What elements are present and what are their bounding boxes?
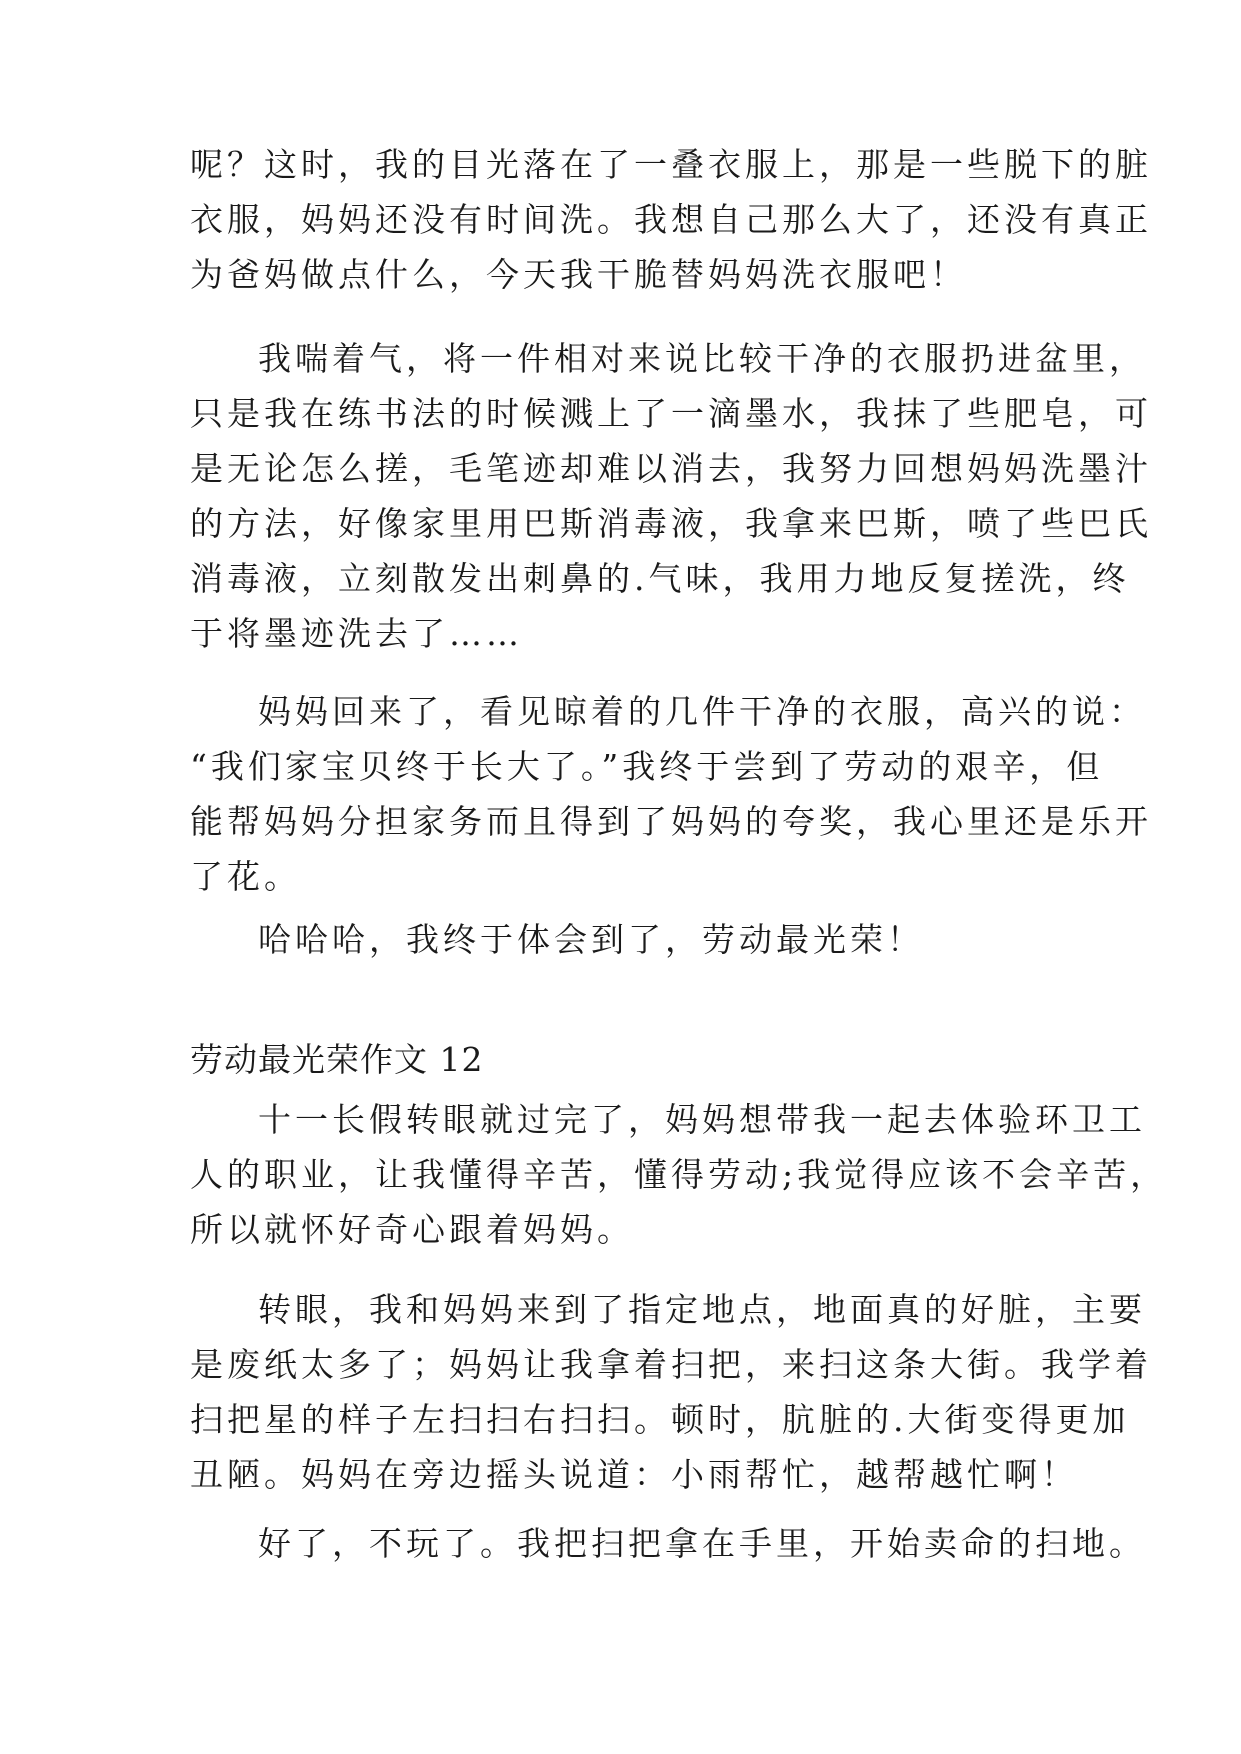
paragraph-first-line: 好了，不玩了。我把扫把拿在手里，开始卖命的扫地。 — [258, 1524, 1146, 1563]
paragraph-first-line: 哈哈哈，我终于体会到了，劳动最光荣！ — [258, 920, 924, 959]
text-line: 了花。 — [190, 857, 301, 896]
text-line: 丑陋。妈妈在旁边摇头说道：小雨帮忙，越帮越忙啊！ — [190, 1455, 1078, 1494]
text-line: 呢？这时，我的目光落在了一叠衣服上，那是一些脱下的脏 — [190, 145, 1152, 184]
text-line: 为爸妈做点什么，今天我干脆替妈妈洗衣服吧！ — [190, 255, 967, 294]
text-line: 扫把星的样子左扫扫右扫扫。顿时，肮脏的.大街变得更加 — [190, 1400, 1130, 1439]
text-line: “我们家宝贝终于长大了。”我终于尝到了劳动的艰辛，但 — [190, 747, 1104, 786]
text-line: 衣服，妈妈还没有时间洗。我想自己那么大了，还没有真正 — [190, 200, 1152, 239]
text-line: 只是我在练书法的时候溅上了一滴墨水，我抹了些肥皂，可 — [190, 394, 1152, 433]
text-line: 是废纸太多了；妈妈让我拿着扫把，来扫这条大街。我学着 — [190, 1345, 1152, 1384]
text-line: 的方法，好像家里用巴斯消毒液，我拿来巴斯，喷了些巴氏 — [190, 504, 1152, 543]
paragraph-first-line: 我喘着气，将一件相对来说比较干净的衣服扔进盆里， — [258, 339, 1146, 378]
text-line: 于将墨迹洗去了…… — [190, 614, 523, 653]
paragraph-first-line: 十一长假转眼就过完了，妈妈想带我一起去体验环卫工 — [258, 1100, 1146, 1139]
text-line: 能帮妈妈分担家务而且得到了妈妈的夸奖，我心里还是乐开 — [190, 802, 1152, 841]
paragraph-first-line: 转眼，我和妈妈来到了指定地点，地面真的好脏，主要 — [258, 1290, 1146, 1329]
text-line: 所以就怀好奇心跟着妈妈。 — [190, 1210, 634, 1249]
text-line: 消毒液，立刻散发出刺鼻的.气味，我用力地反复搓洗，终 — [190, 559, 1130, 598]
text-line: 是无论怎么搓，毛笔迹却难以消去，我努力回想妈妈洗墨汁 — [190, 449, 1152, 488]
section-heading: 劳动最光荣作文 12 — [190, 1040, 484, 1079]
paragraph-first-line: 妈妈回来了，看见晾着的几件干净的衣服，高兴的说： — [258, 692, 1146, 731]
text-line: 人的职业，让我懂得辛苦，懂得劳动;我觉得应该不会辛苦， — [190, 1155, 1168, 1194]
